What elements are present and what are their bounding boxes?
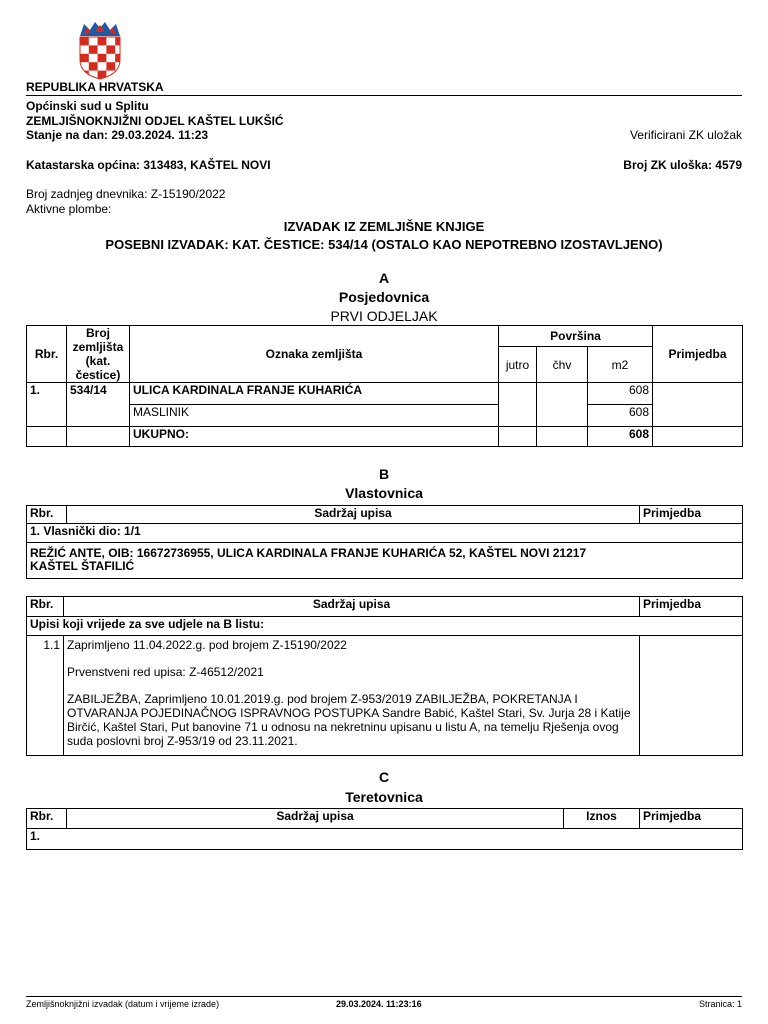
total-m2: 608 xyxy=(588,427,653,447)
row-m2: 608 xyxy=(588,405,653,427)
department-name: ZEMLJIŠNOKNJIŽNI ODJEL KAŠTEL LUKŠIĆ xyxy=(26,114,284,128)
section-b-letter: B xyxy=(378,466,390,482)
page-number: Stranica: 1 xyxy=(698,999,742,1009)
checkerboard-shield-icon xyxy=(80,37,122,79)
header-divider xyxy=(26,95,742,96)
entry-rbr: 1.1 xyxy=(27,636,64,756)
document-subtitle: POSEBNI IZVADAK: KAT. ČESTICE: 534/14 (OSTALO KAO NEPOTREBNO IZOSTAVLJENO) xyxy=(105,237,663,252)
col-primjedba: Primjedba xyxy=(640,506,743,524)
entry-note: ZABILJEŽBA, Zaprimljeno 10.01.2019.g. pod brojem Z-953/2019 ZABILJEŽBA, POKRETANJA I OTVARANJA POJEDINAČNOG ISPRAVNOG POSTUPKA Sandre Babić, Kaštel Stari, Sv. Jurja 28 i Katije Birčić, Kaštel Stari, Put banovine 71 u odnosu na nekretninu upisanu u listu A, na temelju Rješenja ovog suda poslovni broj Z-953/19 od 23.11.2021. xyxy=(67,692,631,748)
table-row xyxy=(27,405,743,427)
owner-details: REŽIĆ ANTE, OIB: 16672736955, ULICA KARDINALA FRANJE KUHARIĆA 52, KAŠTEL NOVI 21217 KAŠTEL ŠTAFILIĆ xyxy=(27,543,743,579)
section-b-title: Vlastovnica xyxy=(345,485,423,501)
col-sadrzaj: Sadržaj upisa xyxy=(67,506,640,524)
section-a-part: PRVI ODJELJAK xyxy=(330,308,438,324)
vlastovnica-table xyxy=(26,505,743,579)
footer-divider xyxy=(26,996,742,997)
col-sadrzaj: Sadržaj upisa xyxy=(67,809,564,829)
last-diary-number: Broj zadnjeg dnevnika: Z-15190/2022 xyxy=(26,187,226,201)
all-shares-label: Upisi koji vrijede za sve udjele na B listu: xyxy=(27,617,743,636)
footer-label: Zemljišnoknjižni izvadak (datum i vrijeme izrade) xyxy=(26,999,220,1009)
table-row xyxy=(27,383,743,405)
col-jutro: jutro xyxy=(499,347,537,383)
row-oznaka: ULICA KARDINALA FRANJE KUHARIĆA xyxy=(130,383,499,405)
row-rbr: 1. xyxy=(27,383,67,405)
vlastovnica-entries-table xyxy=(26,596,743,756)
teretovnica-table xyxy=(26,808,743,850)
table-row-total xyxy=(27,427,743,447)
col-broj-zemljista: Broj zemljišta (kat. čestice) xyxy=(67,326,130,383)
col-m2: m2 xyxy=(588,347,653,383)
col-rbr: Rbr. xyxy=(27,506,67,524)
col-oznaka: Oznaka zemljišta xyxy=(130,326,499,383)
col-rbr: Rbr. xyxy=(27,597,64,617)
section-a-title: Posjedovnica xyxy=(338,289,430,305)
table-row xyxy=(27,636,743,756)
ownership-share: 1. Vlasnički dio: 1/1 xyxy=(27,524,743,543)
col-primjedba: Primjedba xyxy=(640,597,743,617)
col-primjedba: Primjedba xyxy=(653,326,743,383)
entry-received: Zaprimljeno 11.04.2022.g. pod brojem Z-15190/2022 xyxy=(67,638,347,652)
croatian-coat-of-arms-icon xyxy=(78,22,122,80)
row-broj: 534/14 xyxy=(67,383,130,405)
col-povrsina: Površina xyxy=(499,326,653,347)
row-oznaka: MASLINIK xyxy=(130,405,499,427)
footer-datetime: 29.03.2024. 11:23:16 xyxy=(336,999,422,1009)
document-title: IZVADAK IZ ZEMLJIŠNE KNJIGE xyxy=(283,219,485,234)
posjedovnica-table xyxy=(26,325,743,447)
section-c-letter: C xyxy=(378,769,390,785)
row-m2: 608 xyxy=(588,383,653,405)
col-sadrzaj: Sadržaj upisa xyxy=(64,597,640,617)
teretovnica-row: 1. xyxy=(27,829,743,850)
active-seals: Aktivne plombe: xyxy=(26,202,112,216)
state-date: Stanje na dan: 29.03.2024. 11:23 xyxy=(26,128,209,142)
verified-label: Verificirani ZK uložak xyxy=(629,128,742,142)
col-rbr: Rbr. xyxy=(27,809,67,829)
col-iznos: Iznos xyxy=(564,809,640,829)
folio-number: Broj ZK uloška: 4579 xyxy=(623,158,742,172)
col-chv: čhv xyxy=(537,347,588,383)
col-primjedba: Primjedba xyxy=(640,809,743,829)
court-name: Općinski sud u Splitu xyxy=(26,99,149,113)
entry-priority: Prvenstveni red upisa: Z-46512/2021 xyxy=(67,665,264,679)
section-a-letter: A xyxy=(378,270,390,286)
country-name: REPUBLIKA HRVATSKA xyxy=(26,80,164,94)
section-c-title: Teretovnica xyxy=(345,789,423,805)
total-label: UKUPNO: xyxy=(130,427,499,447)
col-rbr: Rbr. xyxy=(27,326,67,383)
cadastral-municipality: Katastarska općina: 313483, KAŠTEL NOVI xyxy=(26,158,271,172)
crown-icon xyxy=(80,22,120,36)
